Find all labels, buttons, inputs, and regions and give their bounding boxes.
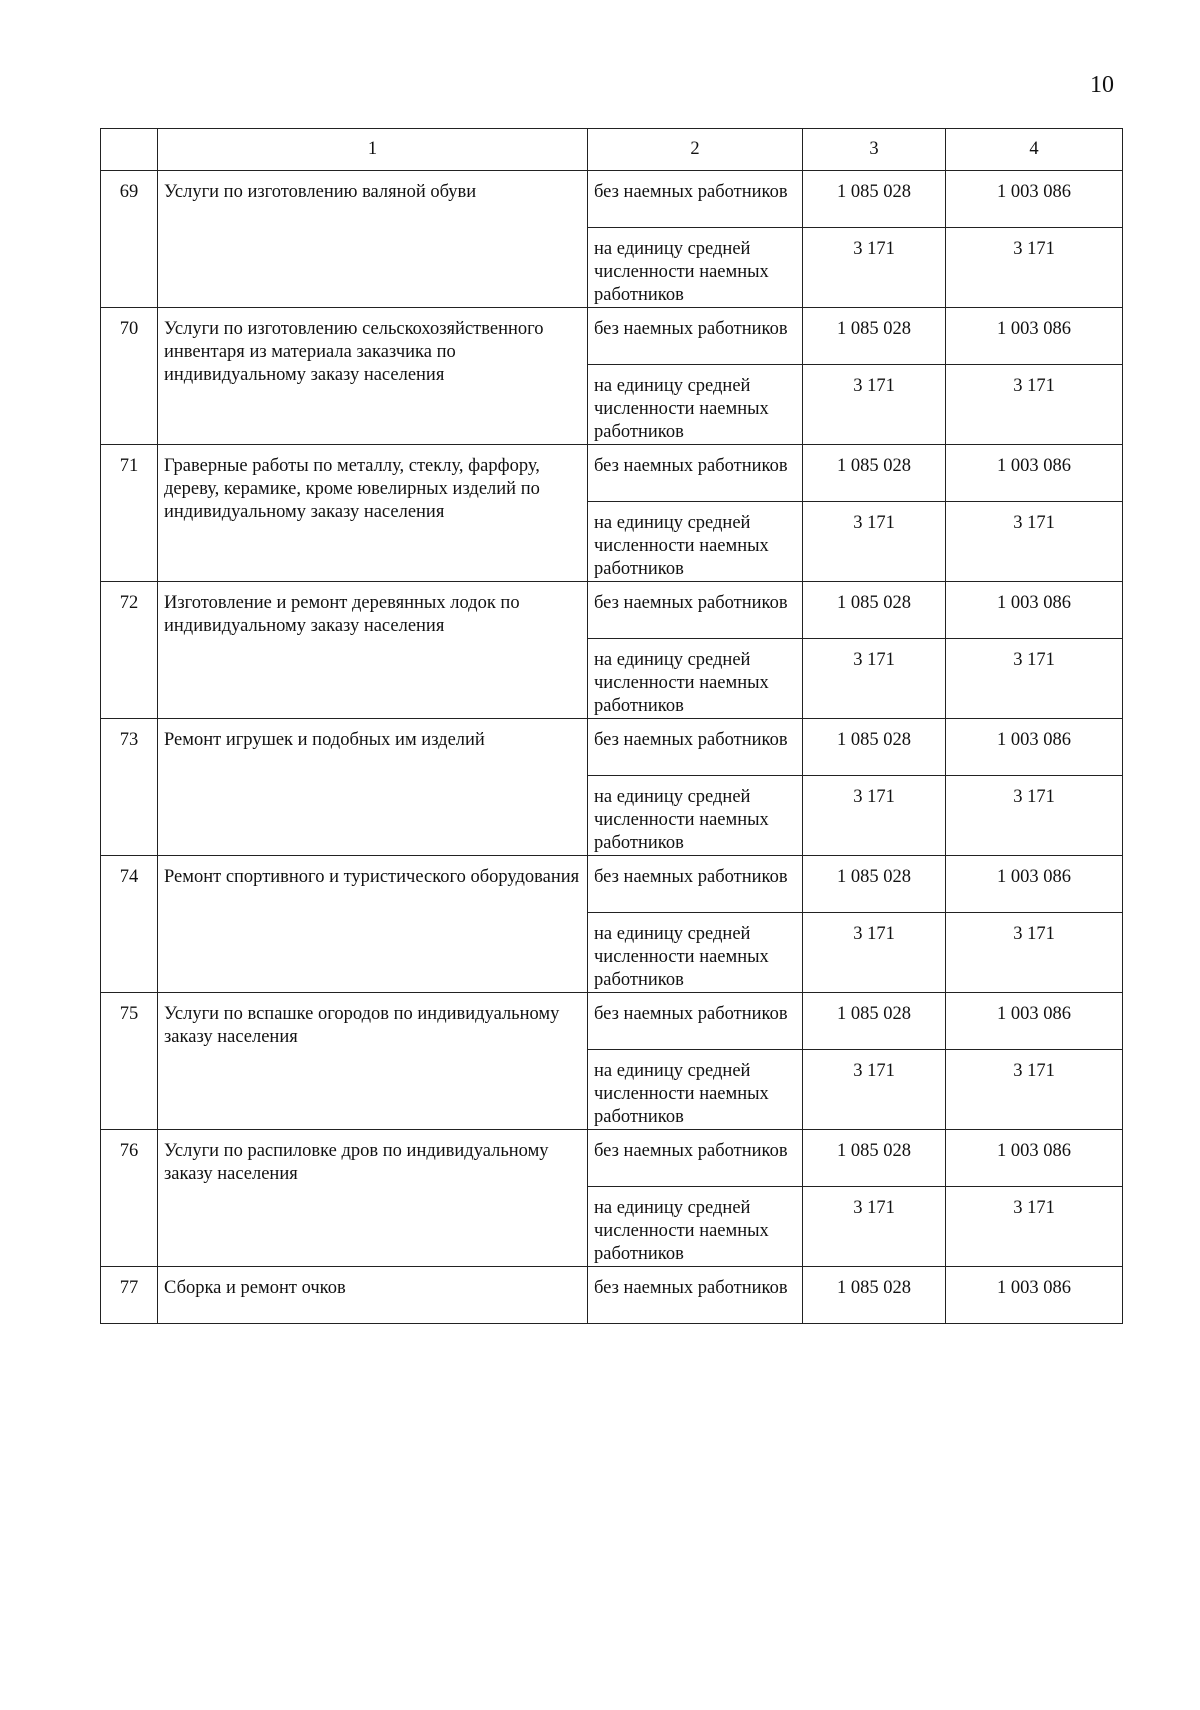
value-col-4: 3 171 xyxy=(946,502,1123,582)
calculation-basis: без наемных работников xyxy=(588,582,803,639)
value-col-3: 3 171 xyxy=(803,639,946,719)
calculation-basis: без наемных работников xyxy=(588,1130,803,1187)
service-name: Ремонт игрушек и подобных им изделий xyxy=(158,719,588,856)
table-row xyxy=(101,1267,1123,1324)
service-name: Сборка и ремонт очков xyxy=(158,1267,588,1324)
value-col-3: 3 171 xyxy=(803,776,946,856)
tax-rates-table xyxy=(100,128,1123,1324)
table-row xyxy=(101,993,1123,1050)
value-col-4: 1 003 086 xyxy=(946,993,1123,1050)
value-col-4: 3 171 xyxy=(946,776,1123,856)
value-col-3: 1 085 028 xyxy=(803,1267,946,1324)
value-col-3: 1 085 028 xyxy=(803,1130,946,1187)
row-number: 72 xyxy=(101,582,158,719)
table-row xyxy=(101,445,1123,502)
value-col-4: 1 003 086 xyxy=(946,856,1123,913)
value-col-4: 1 003 086 xyxy=(946,582,1123,639)
value-col-3: 3 171 xyxy=(803,365,946,445)
value-col-3: 3 171 xyxy=(803,228,946,308)
service-name: Услуги по изготовлению валяной обуви xyxy=(158,171,588,308)
header-cell-4: 4 xyxy=(946,129,1123,171)
row-number: 70 xyxy=(101,308,158,445)
value-col-3: 3 171 xyxy=(803,913,946,993)
row-number: 75 xyxy=(101,993,158,1130)
header-cell-2: 2 xyxy=(588,129,803,171)
service-name: Услуги по распиловке дров по индивидуальному заказу населения xyxy=(158,1130,588,1267)
header-cell-num xyxy=(101,129,158,171)
header-row xyxy=(101,129,1123,171)
value-col-4: 3 171 xyxy=(946,913,1123,993)
calculation-basis: на единицу средней численности наемных работников xyxy=(588,639,803,719)
calculation-basis: на единицу средней численности наемных работников xyxy=(588,776,803,856)
value-col-4: 3 171 xyxy=(946,639,1123,719)
value-col-4: 1 003 086 xyxy=(946,1130,1123,1187)
table-row xyxy=(101,719,1123,776)
page-number: 10 xyxy=(1090,72,1114,98)
calculation-basis: на единицу средней численности наемных работников xyxy=(588,228,803,308)
table-row xyxy=(101,171,1123,228)
value-col-4: 1 003 086 xyxy=(946,719,1123,776)
value-col-4: 1 003 086 xyxy=(946,171,1123,228)
row-number: 69 xyxy=(101,171,158,308)
calculation-basis: без наемных работников xyxy=(588,856,803,913)
calculation-basis: на единицу средней численности наемных работников xyxy=(588,502,803,582)
service-name: Граверные работы по металлу, стеклу, фарфору, дереву, керамике, кроме ювелирных изделий по индивидуальному заказу населения xyxy=(158,445,588,582)
calculation-basis: на единицу средней численности наемных работников xyxy=(588,365,803,445)
calculation-basis: без наемных работников xyxy=(588,445,803,502)
table-row xyxy=(101,856,1123,913)
row-number: 76 xyxy=(101,1130,158,1267)
value-col-3: 1 085 028 xyxy=(803,308,946,365)
calculation-basis: без наемных работников xyxy=(588,308,803,365)
calculation-basis: на единицу средней численности наемных работников xyxy=(588,1050,803,1130)
value-col-4: 3 171 xyxy=(946,1187,1123,1267)
row-number: 73 xyxy=(101,719,158,856)
calculation-basis: без наемных работников xyxy=(588,171,803,228)
calculation-basis: на единицу средней численности наемных работников xyxy=(588,913,803,993)
row-number: 77 xyxy=(101,1267,158,1324)
value-col-3: 1 085 028 xyxy=(803,445,946,502)
row-number: 71 xyxy=(101,445,158,582)
value-col-4: 1 003 086 xyxy=(946,308,1123,365)
service-name: Услуги по изготовлению сельскохозяйственного инвентаря из материала заказчика по индивидуальному заказу населения xyxy=(158,308,588,445)
calculation-basis: на единицу средней численности наемных работников xyxy=(588,1187,803,1267)
row-number: 74 xyxy=(101,856,158,993)
value-col-3: 3 171 xyxy=(803,1050,946,1130)
value-col-4: 3 171 xyxy=(946,365,1123,445)
value-col-3: 1 085 028 xyxy=(803,856,946,913)
value-col-4: 3 171 xyxy=(946,228,1123,308)
calculation-basis: без наемных работников xyxy=(588,1267,803,1324)
table-row xyxy=(101,308,1123,365)
value-col-3: 1 085 028 xyxy=(803,582,946,639)
header-cell-3: 3 xyxy=(803,129,946,171)
value-col-3: 3 171 xyxy=(803,1187,946,1267)
header-cell-1: 1 xyxy=(158,129,588,171)
table-row xyxy=(101,1130,1123,1187)
calculation-basis: без наемных работников xyxy=(588,719,803,776)
service-name: Ремонт спортивного и туристического оборудования xyxy=(158,856,588,993)
value-col-3: 3 171 xyxy=(803,502,946,582)
value-col-4: 1 003 086 xyxy=(946,445,1123,502)
value-col-4: 1 003 086 xyxy=(946,1267,1123,1324)
value-col-4: 3 171 xyxy=(946,1050,1123,1130)
value-col-3: 1 085 028 xyxy=(803,171,946,228)
calculation-basis: без наемных работников xyxy=(588,993,803,1050)
table-row xyxy=(101,582,1123,639)
value-col-3: 1 085 028 xyxy=(803,719,946,776)
service-name: Услуги по вспашке огородов по индивидуальному заказу населения xyxy=(158,993,588,1130)
service-name: Изготовление и ремонт деревянных лодок по индивидуальному заказу населения xyxy=(158,582,588,719)
value-col-3: 1 085 028 xyxy=(803,993,946,1050)
